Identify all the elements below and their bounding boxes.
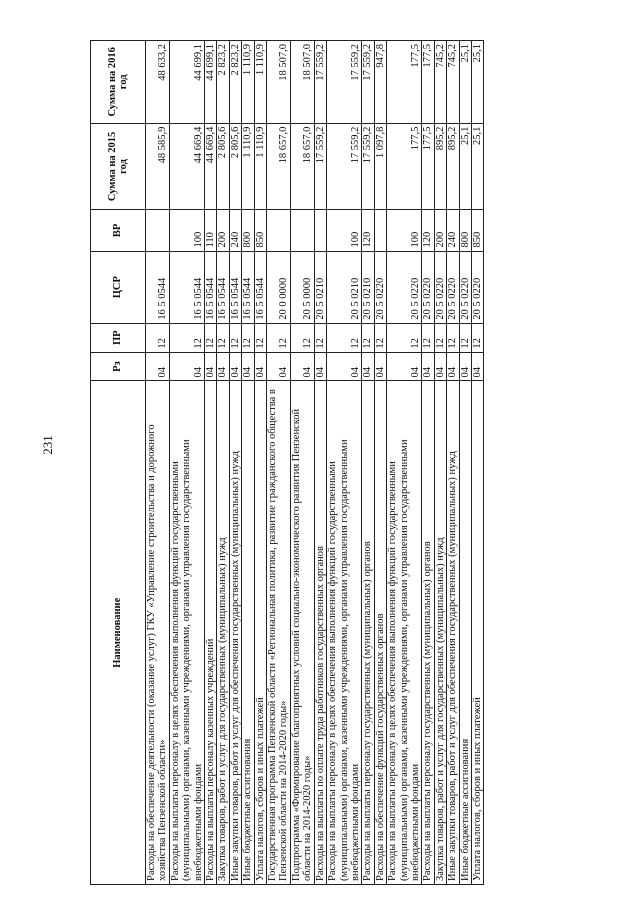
cell-rz: 04 (362, 352, 374, 381)
table-row (229, 41, 241, 885)
header-csr: ЦСР (91, 251, 146, 323)
table-row (267, 41, 291, 885)
cell-sum-2016: 177,5 (387, 41, 422, 124)
cell-sum-2016: 17 559,2 (314, 41, 326, 124)
table-row (434, 41, 446, 885)
cell-pr: 12 (387, 323, 422, 352)
cell-rz: 04 (217, 352, 229, 381)
cell-csr: 20 0 0000 (267, 251, 291, 323)
cell-name: Расходы на выплаты персоналу в целях обеспечения выполнения функций государственными (муниципальными) органами, казенными учреждениями, органами управления государственными внебюджетными фондами (387, 381, 422, 885)
cell-rz: 04 (229, 352, 241, 381)
cell-csr: 16 5 0544 (229, 251, 241, 323)
table-row (146, 41, 170, 885)
table-row (169, 41, 204, 885)
cell-vr: 240 (447, 210, 459, 251)
cell-vr: 100 (327, 210, 362, 251)
cell-sum-2015: 895,2 (447, 123, 459, 210)
cell-sum-2016: 44 699,1 (205, 41, 217, 124)
table-row (374, 41, 386, 885)
cell-csr: 20 5 0220 (471, 251, 483, 323)
cell-vr: 110 (205, 210, 217, 251)
cell-sum-2015: 1 110,9 (254, 123, 266, 210)
header-pr: ПР (91, 323, 146, 352)
cell-rz: 04 (327, 352, 362, 381)
cell-csr: 20 5 0220 (374, 251, 386, 323)
cell-rz: 04 (290, 352, 314, 381)
cell-name: Расходы на выплаты по оплате труда работников государственных органов (314, 381, 326, 885)
cell-csr: 20 5 0220 (447, 251, 459, 323)
cell-rz: 04 (205, 352, 217, 381)
cell-sum-2015: 25,1 (459, 123, 471, 210)
cell-name: Закупка товаров, работ и услуг для государственных (муниципальных) нужд (434, 381, 446, 885)
cell-pr: 12 (374, 323, 386, 352)
cell-pr: 12 (242, 323, 254, 352)
cell-sum-2016: 1 110,9 (254, 41, 266, 124)
cell-sum-2015: 1 097,8 (374, 123, 386, 210)
header-vr: ВР (91, 210, 146, 251)
cell-name: Расходы на выплаты персоналу государственных (муниципальных) органов (362, 381, 374, 885)
cell-rz: 04 (254, 352, 266, 381)
cell-name: Подпрограмма «Формирование благоприятных условий социально-экономического развития Пензенской области на 2014-2020 годы» (290, 381, 314, 885)
cell-pr: 12 (434, 323, 446, 352)
cell-name: Расходы на выплаты персоналу государственных (муниципальных) органов (422, 381, 434, 885)
cell-rz: 04 (146, 352, 170, 381)
cell-pr: 12 (314, 323, 326, 352)
cell-vr: 100 (169, 210, 204, 251)
cell-sum-2016: 25,1 (459, 41, 471, 124)
cell-csr: 20 5 0220 (459, 251, 471, 323)
cell-vr (374, 210, 386, 251)
cell-rz: 04 (434, 352, 446, 381)
cell-sum-2015: 2 805,6 (229, 123, 241, 210)
header-sum-2015: Сумма на 2015 год (91, 123, 146, 210)
cell-csr: 20 5 0220 (387, 251, 422, 323)
cell-sum-2016: 17 559,2 (362, 41, 374, 124)
cell-sum-2016: 18 507,0 (267, 41, 291, 124)
table-row (205, 41, 217, 885)
cell-name: Расходы на выплаты персоналу в целях обеспечения выполнения функций государственными (муниципальными) органами, казенными учреждениями, органами управления государственными внебюджетными фондами (169, 381, 204, 885)
table-row (327, 41, 362, 885)
cell-name: Расходы на выплаты персоналу казенных учреждений (205, 381, 217, 885)
cell-sum-2015: 2 805,6 (217, 123, 229, 210)
cell-rz: 04 (374, 352, 386, 381)
cell-pr: 12 (169, 323, 204, 352)
header-rz: Рз (91, 352, 146, 381)
cell-sum-2016: 745,2 (447, 41, 459, 124)
cell-csr: 16 5 0544 (169, 251, 204, 323)
cell-name: Закупка товаров, работ и услуг для государственных (муниципальных) нужд (217, 381, 229, 885)
cell-rz: 04 (267, 352, 291, 381)
cell-rz: 04 (387, 352, 422, 381)
cell-name: Государственная программа Пензенской области «Региональная политика, развитие гражданского общества в Пензенской области на 2014-2020 годы» (267, 381, 291, 885)
cell-vr: 200 (217, 210, 229, 251)
budget-table (90, 40, 484, 885)
table-row (471, 41, 483, 885)
cell-rz: 04 (422, 352, 434, 381)
cell-sum-2015: 44 669,4 (169, 123, 204, 210)
cell-name: Иные бюджетные ассигнования (459, 381, 471, 885)
cell-csr: 20 5 0210 (314, 251, 326, 323)
cell-rz: 04 (471, 352, 483, 381)
cell-csr: 16 5 0544 (254, 251, 266, 323)
cell-vr: 800 (242, 210, 254, 251)
cell-sum-2016: 177,5 (422, 41, 434, 124)
cell-sum-2015: 17 559,2 (314, 123, 326, 210)
cell-pr: 12 (447, 323, 459, 352)
table-row (447, 41, 459, 885)
cell-rz: 04 (459, 352, 471, 381)
header-sum-2016: Сумма на 2016 год (91, 41, 146, 124)
cell-sum-2016: 48 633,2 (146, 41, 170, 124)
cell-sum-2015: 17 559,2 (362, 123, 374, 210)
cell-vr: 200 (434, 210, 446, 251)
cell-rz: 04 (242, 352, 254, 381)
table-row (254, 41, 266, 885)
table-row (459, 41, 471, 885)
cell-pr: 12 (267, 323, 291, 352)
cell-name: Иные закупки товаров, работ и услуг для обеспечения государственных (муниципальных) нужд (229, 381, 241, 885)
cell-vr: 120 (422, 210, 434, 251)
cell-sum-2016: 1 110,9 (242, 41, 254, 124)
cell-name: Расходы на обеспечение функций государственных органов (374, 381, 386, 885)
cell-pr: 12 (254, 323, 266, 352)
cell-csr: 20 5 0210 (362, 251, 374, 323)
cell-vr: 120 (362, 210, 374, 251)
cell-name: Расходы на выплаты персоналу в целях обеспечения выполнения функций государственными (муниципальными) органами, казенными учреждениями, органами управления государственными внебюджетными фондами (327, 381, 362, 885)
cell-pr: 12 (229, 323, 241, 352)
cell-sum-2015: 895,2 (434, 123, 446, 210)
cell-pr: 12 (362, 323, 374, 352)
cell-sum-2015: 177,5 (422, 123, 434, 210)
cell-csr: 20 5 0000 (290, 251, 314, 323)
cell-csr: 20 5 0220 (434, 251, 446, 323)
cell-sum-2015: 48 585,9 (146, 123, 170, 210)
cell-vr: 850 (254, 210, 266, 251)
cell-pr: 12 (327, 323, 362, 352)
cell-pr: 12 (422, 323, 434, 352)
cell-vr (290, 210, 314, 251)
cell-sum-2016: 25,1 (471, 41, 483, 124)
cell-sum-2015: 44 669,4 (205, 123, 217, 210)
cell-sum-2015: 25,1 (471, 123, 483, 210)
table-row (422, 41, 434, 885)
cell-rz: 04 (314, 352, 326, 381)
cell-vr: 800 (459, 210, 471, 251)
cell-sum-2015: 1 110,9 (242, 123, 254, 210)
cell-vr (314, 210, 326, 251)
table-row (217, 41, 229, 885)
cell-sum-2016: 745,2 (434, 41, 446, 124)
cell-sum-2016: 17 559,2 (327, 41, 362, 124)
cell-pr: 12 (290, 323, 314, 352)
cell-pr: 12 (471, 323, 483, 352)
cell-name: Иные закупки товаров, работ и услуг для обеспечения государственных (муниципальных) нужд (447, 381, 459, 885)
cell-sum-2015: 17 559,2 (327, 123, 362, 210)
cell-csr: 20 5 0220 (422, 251, 434, 323)
cell-sum-2016: 2 823,2 (217, 41, 229, 124)
table-row (242, 41, 254, 885)
cell-name: Расходы на обеспечение деятельности (оказание услуг) ГКУ «Управление строительства и дорожного хозяйства Пензенской области» (146, 381, 170, 885)
cell-pr: 12 (459, 323, 471, 352)
table-row (290, 41, 314, 885)
cell-sum-2015: 18 657,0 (290, 123, 314, 210)
cell-csr: 16 5 0544 (205, 251, 217, 323)
cell-name: Уплата налогов, сборов и иных платежей (471, 381, 483, 885)
cell-vr: 100 (387, 210, 422, 251)
page-number: 231 (39, 435, 55, 455)
cell-vr (267, 210, 291, 251)
header-name: Наименование (91, 381, 146, 885)
cell-csr: 16 5 0544 (217, 251, 229, 323)
cell-name: Уплата налогов, сборов и иных платежей (254, 381, 266, 885)
cell-sum-2016: 947,8 (374, 41, 386, 124)
budget-table-rotated (90, 40, 546, 885)
cell-csr: 16 5 0544 (146, 251, 170, 323)
cell-pr: 12 (205, 323, 217, 352)
cell-name: Иные бюджетные ассигнования (242, 381, 254, 885)
cell-vr: 850 (471, 210, 483, 251)
cell-vr: 240 (229, 210, 241, 251)
cell-rz: 04 (447, 352, 459, 381)
cell-sum-2015: 18 657,0 (267, 123, 291, 210)
cell-sum-2016: 18 507,0 (290, 41, 314, 124)
cell-sum-2016: 44 699,1 (169, 41, 204, 124)
cell-pr: 12 (217, 323, 229, 352)
table-row (314, 41, 326, 885)
cell-sum-2015: 177,5 (387, 123, 422, 210)
cell-rz: 04 (169, 352, 204, 381)
cell-csr: 16 5 0544 (242, 251, 254, 323)
table-header-row (91, 41, 146, 885)
cell-csr: 20 5 0210 (327, 251, 362, 323)
table-row (362, 41, 374, 885)
cell-vr (146, 210, 170, 251)
cell-sum-2016: 2 823,2 (229, 41, 241, 124)
cell-pr: 12 (146, 323, 170, 352)
table-row (387, 41, 422, 885)
